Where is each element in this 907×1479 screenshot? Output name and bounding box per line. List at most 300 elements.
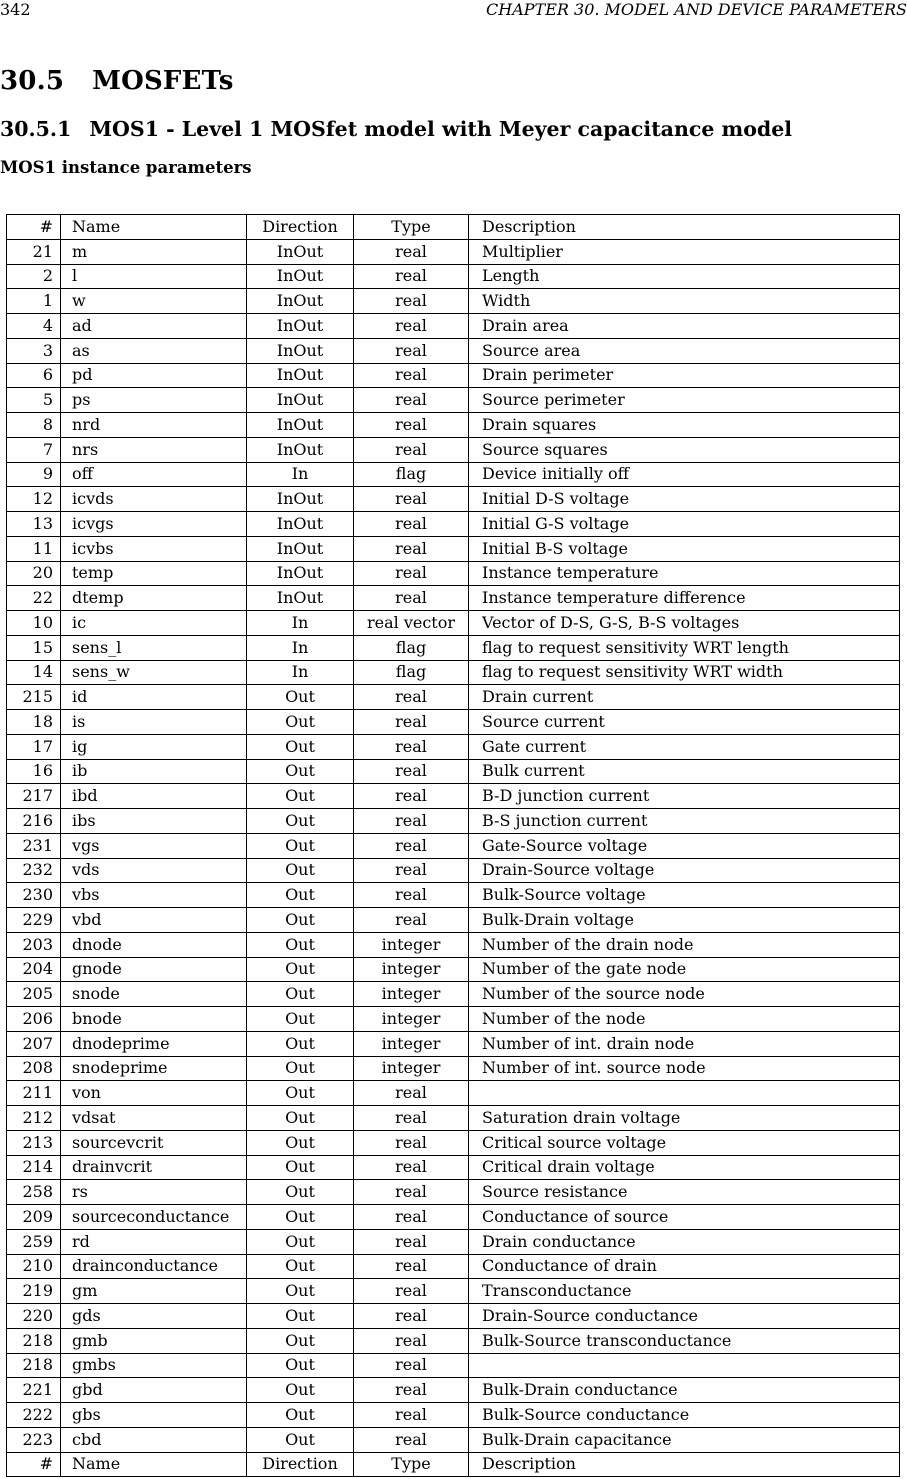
cell-direction: Out [247,710,354,735]
cell-name: gmbs [61,1353,247,1378]
cell-type: real [354,388,469,413]
cell-direction: Out [247,809,354,834]
cell-type: real [354,1180,469,1205]
cell-description: Number of the node [469,1007,900,1032]
cell-description: Critical source voltage [469,1130,900,1155]
cell-direction: InOut [247,512,354,537]
cell-direction: Out [247,932,354,957]
cell-number: 2 [7,264,61,289]
cell-name: gm [61,1279,247,1304]
table-row [7,462,900,487]
paragraph-heading: MOS1 instance parameters [0,158,252,177]
cell-description: B-S junction current [469,809,900,834]
cell-number: 258 [7,1180,61,1205]
cell-name: nrs [61,437,247,462]
cell-type: integer [354,932,469,957]
cell-name: w [61,289,247,314]
cell-name: is [61,710,247,735]
cell-direction: Out [247,784,354,809]
cell-description: Gate current [469,734,900,759]
cell-number: 7 [7,437,61,462]
cell-number: 215 [7,685,61,710]
cell-number: 20 [7,561,61,586]
cell-type: real [354,264,469,289]
cell-number: 21 [7,239,61,264]
cell-number: 223 [7,1427,61,1452]
cell-description: flag to request sensitivity WRT width [469,660,900,685]
table-row [7,685,900,710]
cell-type: real [354,710,469,735]
cell-direction: InOut [247,338,354,363]
cell-number: 209 [7,1205,61,1230]
cell-type: real [354,1279,469,1304]
cell-name: snodeprime [61,1056,247,1081]
cell-type: real [354,784,469,809]
cell-description: Number of int. drain node [469,1031,900,1056]
table-row [7,1304,900,1329]
table-row [7,809,900,834]
table-row [7,1130,900,1155]
cell-description: Drain conductance [469,1229,900,1254]
cell-name: bnode [61,1007,247,1032]
cell-name: vdsat [61,1106,247,1131]
cell-description: Source resistance [469,1180,900,1205]
cell-description: Initial G-S voltage [469,512,900,537]
cell-direction: InOut [247,363,354,388]
cell-name: sens_l [61,635,247,660]
cell-direction: InOut [247,314,354,339]
cell-type: real [354,1353,469,1378]
cell-number: 12 [7,487,61,512]
cell-direction: Out [247,1205,354,1230]
page-number: 342 [0,0,31,19]
table-row [7,957,900,982]
cell-direction: Out [247,734,354,759]
cell-name: rd [61,1229,247,1254]
cell-name: ic [61,611,247,636]
cell-number: 219 [7,1279,61,1304]
cell-name: ib [61,759,247,784]
cell-direction: Out [247,1254,354,1279]
cell-number: 218 [7,1353,61,1378]
cell-name: nrd [61,413,247,438]
table-row [7,437,900,462]
cell-number: 207 [7,1031,61,1056]
cell-type: real [354,314,469,339]
table-row [7,982,900,1007]
cell-type: real [354,1205,469,1230]
table-row [7,1378,900,1403]
cell-number: 205 [7,982,61,1007]
cell-description: Critical drain voltage [469,1155,900,1180]
table-row [7,1328,900,1353]
cell-description: flag to request sensitivity WRT length [469,635,900,660]
cell-type: real [354,908,469,933]
table-row [7,388,900,413]
cell-number: 218 [7,1328,61,1353]
table-row [7,314,900,339]
cell-description: Initial D-S voltage [469,487,900,512]
cell-description: Number of the source node [469,982,900,1007]
cell-description: Bulk-Source voltage [469,883,900,908]
cell-description: Saturation drain voltage [469,1106,900,1131]
column-header-type: Type [354,215,469,240]
cell-number: 4 [7,314,61,339]
cell-type: real [354,883,469,908]
cell-description: Conductance of source [469,1205,900,1230]
cell-number: 5 [7,388,61,413]
cell-direction: In [247,611,354,636]
cell-direction: Out [247,1279,354,1304]
subsection-heading [0,117,792,141]
table-row [7,932,900,957]
cell-name: off [61,462,247,487]
cell-direction: Out [247,1180,354,1205]
table-row [7,363,900,388]
section-heading [0,66,234,96]
table-row [7,239,900,264]
table-row [7,1229,900,1254]
cell-name: ad [61,314,247,339]
cell-number: 211 [7,1081,61,1106]
cell-name: cbd [61,1427,247,1452]
cell-direction: Out [247,1304,354,1329]
table-row [7,338,900,363]
cell-description: B-D junction current [469,784,900,809]
cell-description: Drain-Source conductance [469,1304,900,1329]
footer-header-type: Type [354,1452,469,1477]
cell-type: real [354,833,469,858]
table-row [7,264,900,289]
cell-type: real [354,1229,469,1254]
cell-type: real [354,1403,469,1428]
table-row [7,289,900,314]
cell-name: rs [61,1180,247,1205]
cell-number: 6 [7,363,61,388]
cell-type: real [354,1106,469,1131]
cell-direction: InOut [247,388,354,413]
cell-direction: Out [247,685,354,710]
cell-number: 230 [7,883,61,908]
table-footer [7,1452,900,1477]
table-row [7,1007,900,1032]
table-row [7,487,900,512]
cell-number: 221 [7,1378,61,1403]
subsection-number: 30.5.1 [0,117,72,141]
cell-description: Source perimeter [469,388,900,413]
cell-number: 208 [7,1056,61,1081]
cell-type: real [354,413,469,438]
cell-type: real [354,759,469,784]
cell-type: real [354,809,469,834]
table-row [7,1031,900,1056]
cell-type: real [354,1304,469,1329]
cell-description: Number of the drain node [469,932,900,957]
cell-number: 229 [7,908,61,933]
cell-name: m [61,239,247,264]
table-row [7,1403,900,1428]
table-row [7,1081,900,1106]
cell-type: real vector [354,611,469,636]
footer-header-direction: Direction [247,1452,354,1477]
cell-description: Device initially off [469,462,900,487]
table-row [7,784,900,809]
table-row [7,1254,900,1279]
cell-number: 232 [7,858,61,883]
cell-name: vbd [61,908,247,933]
cell-name: icvgs [61,512,247,537]
column-header-direction: Direction [247,215,354,240]
cell-number: 220 [7,1304,61,1329]
cell-direction: Out [247,759,354,784]
cell-description: Drain-Source voltage [469,858,900,883]
table-row [7,734,900,759]
cell-name: sourcevcrit [61,1130,247,1155]
table-row [7,1353,900,1378]
column-header-description: Description [469,215,900,240]
cell-number: 231 [7,833,61,858]
cell-direction: Out [247,908,354,933]
cell-type: real [354,1328,469,1353]
cell-direction: Out [247,1056,354,1081]
cell-name: as [61,338,247,363]
cell-description: Multiplier [469,239,900,264]
cell-direction: Out [247,1031,354,1056]
cell-name: l [61,264,247,289]
cell-description: Bulk-Drain voltage [469,908,900,933]
cell-direction: Out [247,833,354,858]
cell-direction: InOut [247,264,354,289]
cell-number: 17 [7,734,61,759]
cell-number: 15 [7,635,61,660]
cell-direction: In [247,462,354,487]
table-row [7,561,900,586]
cell-name: gds [61,1304,247,1329]
cell-type: real [354,561,469,586]
cell-name: ps [61,388,247,413]
table-row [7,1279,900,1304]
table-row [7,908,900,933]
cell-type: real [354,858,469,883]
cell-number: 216 [7,809,61,834]
cell-description: Bulk current [469,759,900,784]
table-row [7,586,900,611]
table-row [7,635,900,660]
cell-number: 11 [7,536,61,561]
cell-type: real [354,487,469,512]
table-row [7,536,900,561]
cell-direction: InOut [247,536,354,561]
footer-header-description: Description [469,1452,900,1477]
cell-direction: In [247,660,354,685]
cell-description: Drain squares [469,413,900,438]
table-row [7,759,900,784]
cell-number: 222 [7,1403,61,1428]
cell-direction: InOut [247,239,354,264]
cell-number: 210 [7,1254,61,1279]
cell-direction: InOut [247,413,354,438]
cell-name: dnodeprime [61,1031,247,1056]
cell-type: flag [354,660,469,685]
cell-description: Source current [469,710,900,735]
cell-name: icvbs [61,536,247,561]
cell-type: integer [354,1031,469,1056]
cell-name: ibs [61,809,247,834]
cell-direction: Out [247,957,354,982]
cell-name: ig [61,734,247,759]
cell-description [469,1353,900,1378]
cell-number: 10 [7,611,61,636]
cell-description: Drain perimeter [469,363,900,388]
cell-number: 8 [7,413,61,438]
parameter-table [6,214,900,1477]
cell-direction: Out [247,883,354,908]
cell-type: integer [354,957,469,982]
cell-type: real [354,512,469,537]
cell-name: dtemp [61,586,247,611]
cell-type: real [354,685,469,710]
cell-type: integer [354,1056,469,1081]
column-header-number: # [7,215,61,240]
table-row [7,1155,900,1180]
cell-type: real [354,1081,469,1106]
cell-direction: Out [247,1155,354,1180]
table-header [7,215,900,240]
cell-name: gbd [61,1378,247,1403]
table-row [7,883,900,908]
cell-number: 3 [7,338,61,363]
table-row [7,1427,900,1452]
cell-description [469,1081,900,1106]
cell-description: Transconductance [469,1279,900,1304]
cell-name: gbs [61,1403,247,1428]
cell-name: temp [61,561,247,586]
table-row [7,512,900,537]
cell-name: id [61,685,247,710]
cell-name: sourceconductance [61,1205,247,1230]
table-row [7,1180,900,1205]
footer-row [7,1452,900,1477]
cell-description: Number of int. source node [469,1056,900,1081]
cell-type: real [354,1155,469,1180]
cell-description: Drain area [469,314,900,339]
table-row [7,710,900,735]
cell-type: real [354,1427,469,1452]
cell-number: 259 [7,1229,61,1254]
cell-number: 213 [7,1130,61,1155]
cell-name: pd [61,363,247,388]
cell-direction: Out [247,1403,354,1428]
table-row [7,1056,900,1081]
section-number: 30.5 [0,66,65,96]
cell-description: Vector of D-S, G-S, B-S voltages [469,611,900,636]
cell-type: integer [354,1007,469,1032]
cell-direction: InOut [247,586,354,611]
cell-description: Number of the gate node [469,957,900,982]
cell-description: Gate-Source voltage [469,833,900,858]
cell-direction: Out [247,1007,354,1032]
table-row [7,833,900,858]
table-row [7,1106,900,1131]
cell-number: 9 [7,462,61,487]
cell-description: Length [469,264,900,289]
subsection-title: MOS1 - Level 1 MOSfet model with Meyer capacitance model [89,117,793,141]
cell-type: real [354,734,469,759]
cell-number: 14 [7,660,61,685]
cell-direction: InOut [247,561,354,586]
table-row [7,611,900,636]
cell-number: 13 [7,512,61,537]
cell-description: Bulk-Drain capacitance [469,1427,900,1452]
cell-name: snode [61,982,247,1007]
cell-direction: Out [247,1328,354,1353]
column-header-name: Name [61,215,247,240]
cell-type: real [354,1254,469,1279]
cell-direction: Out [247,1427,354,1452]
cell-type: real [354,437,469,462]
cell-description: Drain current [469,685,900,710]
cell-direction: InOut [247,437,354,462]
cell-description: Width [469,289,900,314]
cell-type: flag [354,635,469,660]
cell-direction: In [247,635,354,660]
table-row [7,660,900,685]
section-title: MOSFETs [92,66,234,96]
cell-direction: Out [247,982,354,1007]
cell-name: dnode [61,932,247,957]
cell-type: real [354,536,469,561]
table-row [7,858,900,883]
table-row [7,1205,900,1230]
cell-direction: Out [247,1229,354,1254]
cell-type: real [354,239,469,264]
table-body [7,239,900,1452]
cell-direction: Out [247,1081,354,1106]
cell-number: 22 [7,586,61,611]
cell-type: flag [354,462,469,487]
cell-direction: Out [247,858,354,883]
table-row [7,413,900,438]
cell-direction: Out [247,1130,354,1155]
running-header [0,0,907,20]
cell-direction: Out [247,1353,354,1378]
cell-type: real [354,586,469,611]
footer-header-name: Name [61,1452,247,1477]
cell-number: 1 [7,289,61,314]
cell-direction: Out [247,1378,354,1403]
cell-number: 217 [7,784,61,809]
header-row [7,215,900,240]
cell-type: integer [354,982,469,1007]
cell-number: 206 [7,1007,61,1032]
cell-number: 16 [7,759,61,784]
cell-type: real [354,289,469,314]
cell-name: vbs [61,883,247,908]
cell-number: 214 [7,1155,61,1180]
cell-direction: InOut [247,487,354,512]
cell-description: Bulk-Source transconductance [469,1328,900,1353]
cell-description: Instance temperature [469,561,900,586]
cell-name: drainvcrit [61,1155,247,1180]
cell-type: real [354,363,469,388]
footer-header-number: # [7,1452,61,1477]
cell-name: gnode [61,957,247,982]
cell-number: 212 [7,1106,61,1131]
cell-name: vds [61,858,247,883]
cell-name: sens_w [61,660,247,685]
cell-description: Conductance of drain [469,1254,900,1279]
chapter-title: CHAPTER 30. MODEL AND DEVICE PARAMETERS [486,0,907,19]
